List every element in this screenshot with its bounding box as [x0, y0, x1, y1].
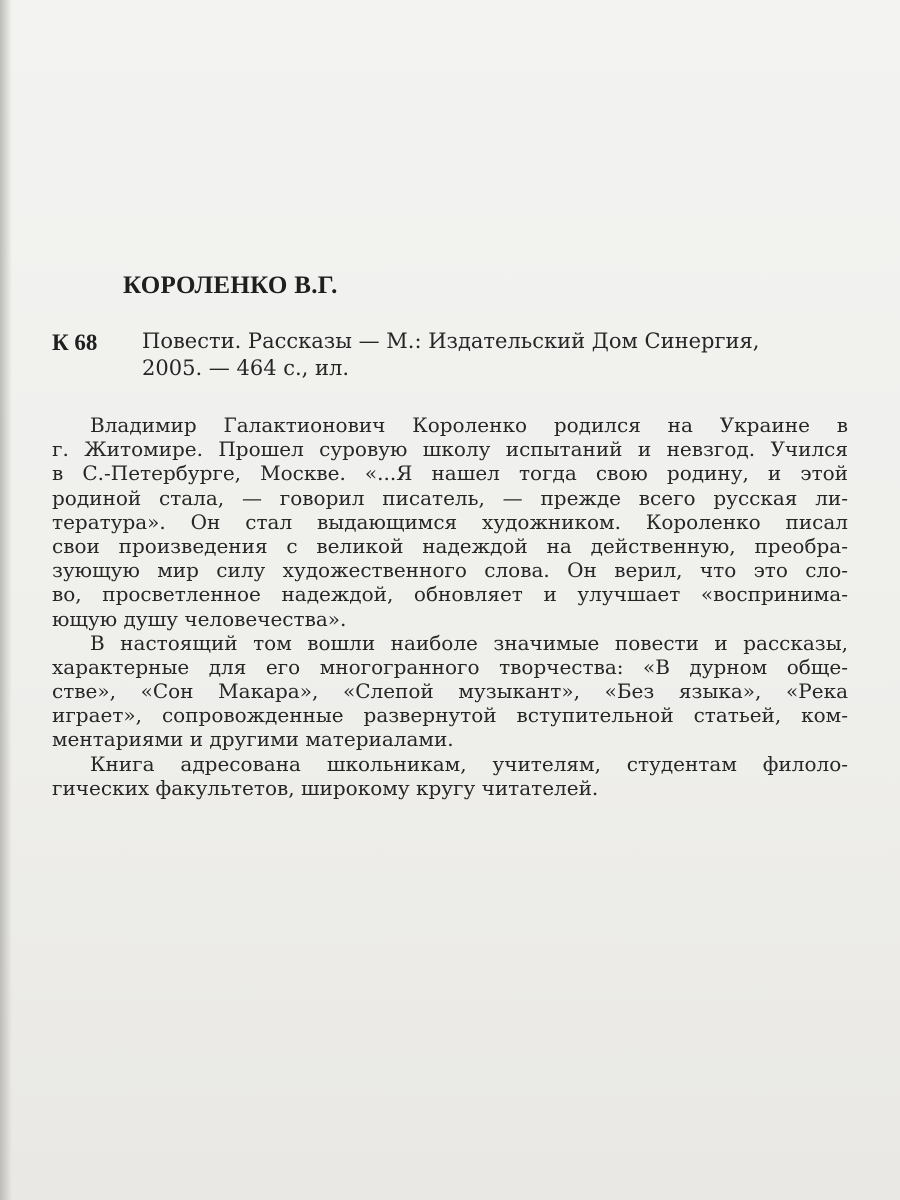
annotation-line: в С.-Петербурге, Москве. «...Я нашел тогда свою родину, и этой [52, 461, 848, 486]
annotation-line: ющую душу человечества». [52, 606, 347, 631]
annotation-line: гических факультетов, широкому кругу читателей. [52, 775, 599, 800]
annotation-line: г. Житомире. Прошел суровую школу испытаний и невзгод. Учился [52, 437, 848, 462]
annotation-line: тература». Он стал выдающимся художником. Короленко писал [52, 509, 848, 534]
author-heading: КОРОЛЕНКО В.Г. [123, 272, 338, 299]
annotation-line: В настоящий том вошли наиболе значимые повести и рассказы, [90, 630, 848, 655]
annotation-line: Книга адресована школьникам, учителям, студентам филоло- [90, 751, 848, 776]
annotation-line: родиной стала, — говорил писатель, — прежде всего русская ли- [52, 485, 848, 510]
annotation-line: характерные для его многогранного творчества: «В дурном обще- [52, 654, 848, 679]
annotation-line: играет», сопровожденные развернутой вступительной статьей, ком- [52, 703, 848, 728]
annotation-line: стве», «Сон Макара», «Слепой музыкант», «Без языка», «Река [52, 679, 848, 704]
annotation-line: зующую мир силу художественного слова. Он верил, что это сло- [52, 558, 848, 583]
annotation-line: во, просветленное надеждой, обновляет и улучшает «воспринима- [52, 582, 848, 607]
annotation-line: ментариями и другими материалами. [52, 727, 454, 752]
bibliographic-line: Повести. Рассказы — М.: Издательский Дом Синергия, [142, 329, 760, 353]
annotation [52, 413, 848, 800]
annotation-line: свои произведения с великой надеждой на действенную, преобра- [52, 533, 848, 558]
page-edge-shadow [0, 0, 12, 1200]
catalog-code: К 68 [52, 330, 98, 355]
annotation-line: Владимир Галактионович Короленко родился на Украине в [90, 413, 848, 437]
show-through-text [190, 1025, 750, 1175]
bibliographic-description [142, 328, 862, 382]
bibliographic-line: 2005. — 464 с., ил. [142, 356, 350, 380]
